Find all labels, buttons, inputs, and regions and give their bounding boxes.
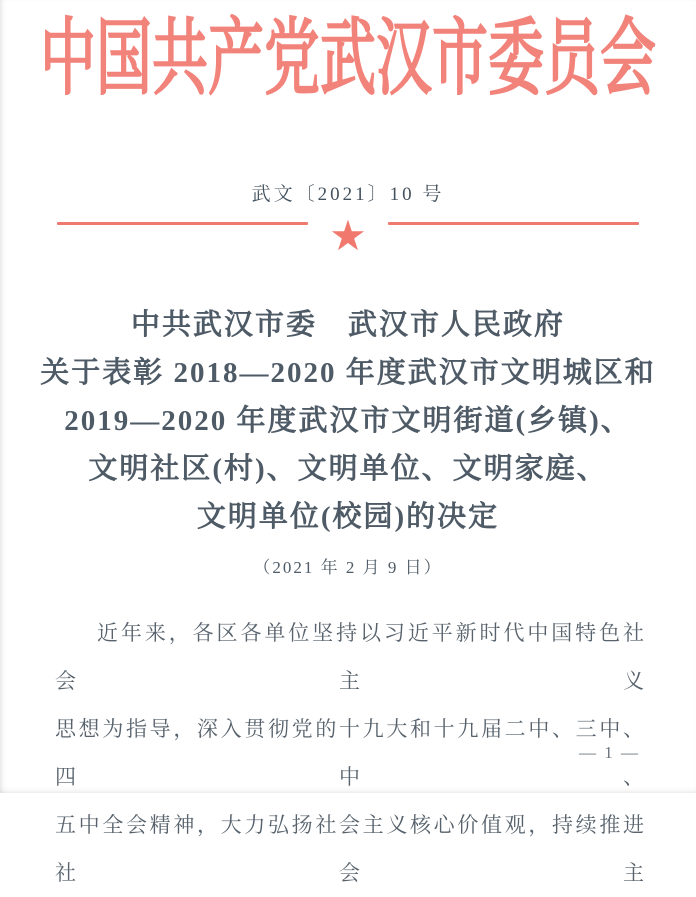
letterhead-org-name: 中国共产党武汉市委员会	[40, 13, 656, 107]
doc-number: 武文〔2021〕10 号	[251, 184, 445, 205]
title-line-2: 关于表彰 2018—2020 年度武汉市文明城区和	[40, 357, 656, 389]
document-title	[0, 301, 696, 541]
divider-line-right	[388, 222, 639, 225]
body-line: 思想为指导，深入贯彻党的十九大和十九届二中、三中、四中、	[55, 717, 646, 789]
body-paragraph	[55, 609, 646, 897]
page-number: — 1 —	[579, 743, 640, 762]
title-line-3: 2019—2020 年度武汉市文明街道(乡镇)、	[64, 405, 632, 437]
body-line: 近年来，各区各单位坚持以习近平新时代中国特色社会主义	[55, 621, 646, 693]
title-line-5: 文明单位(校园)的决定	[196, 501, 500, 533]
title-line-4: 文明社区(村)、文明单位、文明家庭、	[88, 453, 608, 485]
divider-line-left	[57, 222, 308, 225]
red-star-icon: ★	[329, 211, 367, 260]
title-line-1: 中共武汉市委 武汉市人民政府	[130, 309, 565, 341]
letterhead-divider	[57, 211, 639, 260]
body-line: 五中全会精神，大力弘扬社会主义核心价值观，持续推进社会主	[55, 813, 646, 885]
document-date: （2021 年 2 月 9 日）	[253, 558, 443, 577]
